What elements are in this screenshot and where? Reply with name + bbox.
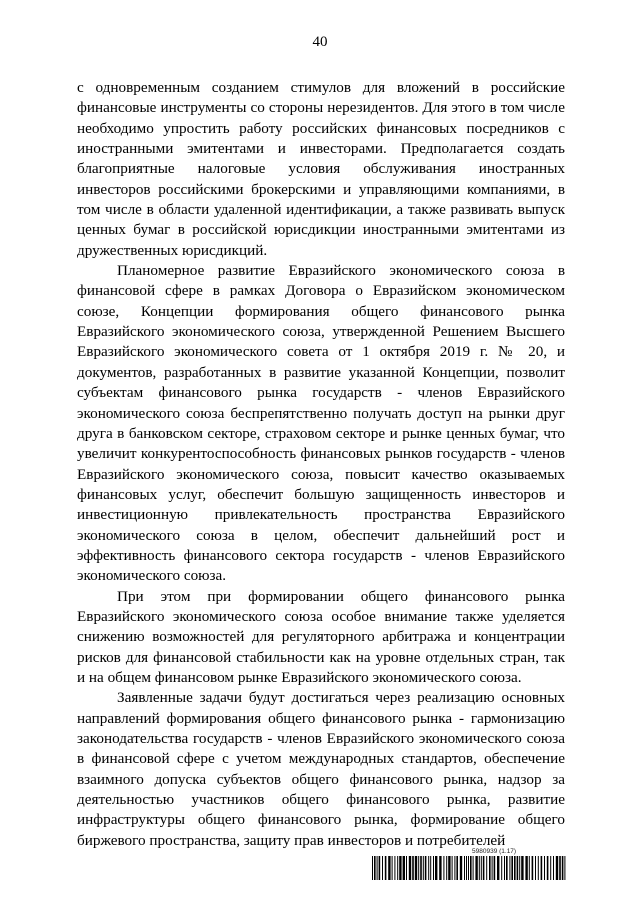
barcode-caption: 5980939 (1.17) <box>472 848 517 855</box>
document-body <box>77 78 565 851</box>
barcode-block <box>372 848 568 880</box>
paragraph-regulatory-arbitrage: При этом при формировании общего финансового рынка Евразийского экономического союза особое внимание также уделяется снижению возможностей для регуляторного арбитража и концентрации рисков для финансовой стабильности как на уровне отдельных стран, так и на общем финансовом рынке Евразийского экономического союза. <box>77 587 565 686</box>
paragraph-continuation: с одновременным созданием стимулов для вложений в российские финансовые инструменты со стороны нерезидентов. Для этого в том числе необходимо упростить работу российских финансовых посредников с иностранными эмитентами и инвесторами. Предполагается создать благоприятные налоговые условия обслуживания иностранных инвесторов российскими брокерскими и управляющими компаниями, в том числе в области удаленной идентификации, а также развивать выпуск ценных бумаг в российской юрисдикции иностранными эмитентами из дружественных юрисдикций. <box>77 79 565 259</box>
paragraph-objectives: Заявленные задачи будут достигаться через реализацию основных направлений формирования общего финансового рынка - гармонизацию законодательства государств - членов Евразийского экономического союза в финансовой сфере с учетом международных стандартов, обеспечение взаимного допуска субъектов общего финансового рынка, надзор за деятельностью участников общего финансового рынка, развитие инфраструктуры общего финансового рынка, формирование общего биржевого пространства, защиту прав инвесторов и потребителей <box>77 689 565 849</box>
paragraph-eaeu-development: Планомерное развитие Евразийского экономического союза в финансовой сфере в рамках Договора о Евразийском экономическом союзе, Концепции формирования общего финансового рынка Евразийского экономического союза, утвержденной Решением Высшего Евразийского экономического совета от 1 октября 2019 г. № 20, и документов, разработанных в развитие указанной Концепции, позволит субъектам финансового рынка государств - членов Евразийского экономического союза беспрепятственно получать доступ на рынки друг друга в банковском секторе, страховом секторе и рынке ценных бумаг, что увеличит конкурентоспособность финансовых рынков государств - членов Евразийского экономического союза, повысит качество оказываемых финансовых услуг, обеспечит большую защищенность инвесторов и инвестиционную привлекательность пространства Евразийского экономического союза в целом, обеспечит дальнейший рост и эффективность финансового сектора государств - членов Евразийского экономического союза. <box>77 262 565 585</box>
barcode-image <box>372 856 568 880</box>
page-number: 40 <box>312 34 328 50</box>
